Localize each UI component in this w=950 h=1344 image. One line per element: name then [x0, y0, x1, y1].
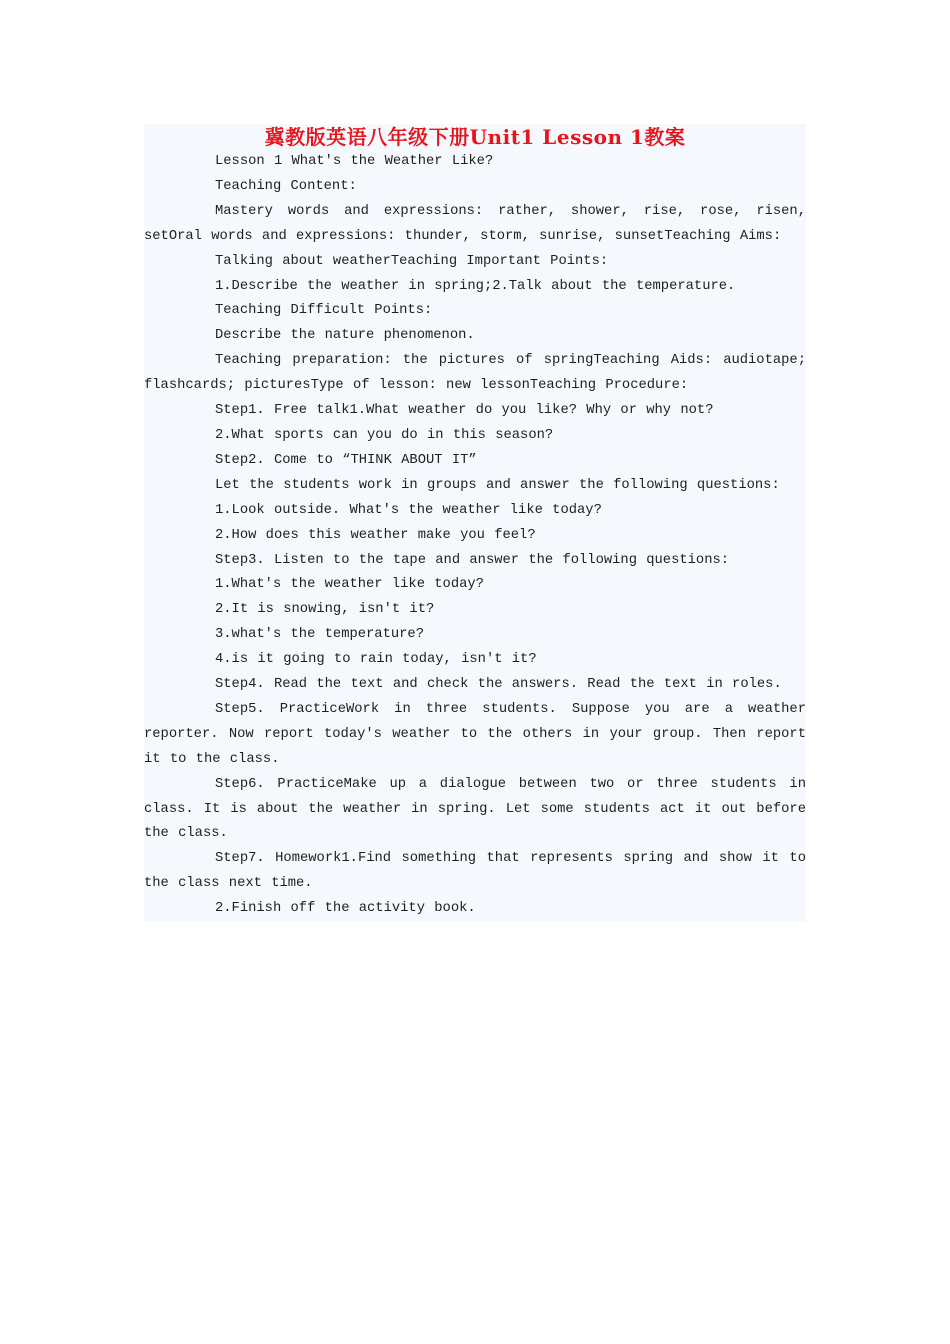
paragraph-important-points: 1.Describe the weather in spring;2.Talk about the temperature.: [215, 278, 736, 294]
paragraph-step2-question2: 2.How does this weather make you feel?: [215, 527, 536, 543]
paragraph-step7: Step7. Homework1.Find something that represents spring and show it to the class next time.: [144, 851, 806, 892]
paragraph-teaching-preparation: Teaching preparation: the pictures of springTeaching Aids: audiotape; flashcards; picturesType of lesson: new lessonTeaching Procedure:: [144, 353, 806, 394]
paragraph-lesson-title: Lesson 1 What's the Weather Like?: [215, 154, 494, 169]
paragraph-step3-question4: 4.is it going to rain today, isn't it?: [215, 652, 537, 668]
paragraph-step2-question1: 1.Look outside. What's the weather like today?: [215, 502, 602, 518]
document-title: 冀教版英语八年级下册Unit1 Lesson 1教案: [264, 125, 686, 149]
paragraph-mastery-words: Mastery words and expressions: rather, shower, rise, rose, risen, setOral words and expressions: thunder, storm, sunrise, sunsetTeaching Aims:: [144, 203, 806, 244]
paragraph-talking-about-weather: Talking about weatherTeaching Important Points:: [215, 253, 609, 269]
paragraph-step3-question3: 3.what's the temperature?: [215, 627, 424, 643]
lesson-plan-document: [144, 124, 806, 921]
paragraph-step3-question2: 2.It is snowing, isn't it?: [215, 602, 435, 618]
paragraph-step3: Step3. Listen to the tape and answer the following questions:: [215, 552, 730, 568]
paragraph-step2-instruction: Let the students work in groups and answer the following questions:: [215, 477, 780, 493]
paragraph-teaching-content: Teaching Content:: [215, 178, 357, 194]
document-body: [144, 150, 806, 922]
paragraph-step4: Step4. Read the text and check the answers. Read the text in roles.: [215, 677, 782, 693]
paragraph-step2: Step2. Come to “THINK ABOUT IT”: [215, 452, 477, 468]
paragraph-difficult-points-heading: Teaching Difficult Points:: [215, 303, 433, 319]
paragraph-step1-question2: 2.What sports can you do in this season?: [215, 427, 554, 443]
paragraph-step7-item2: 2.Finish off the activity book.: [215, 901, 476, 917]
paragraph-step1: Step1. Free talk1.What weather do you like? Why or why not?: [215, 403, 714, 419]
paragraph-step3-question1: 1.What's the weather like today?: [215, 577, 484, 593]
paragraph-difficult-points: Describe the nature phenomenon.: [215, 328, 475, 344]
paragraph-step6: Step6. PracticeMake up a dialogue between two or three students in class. It is about the weather in spring. Let some students act it out before the class.: [144, 776, 806, 842]
paragraph-step5: Step5. PracticeWork in three students. Suppose you are a weather reporter. Now report today's weather to the others in your group. Then report it to the class.: [144, 701, 806, 767]
